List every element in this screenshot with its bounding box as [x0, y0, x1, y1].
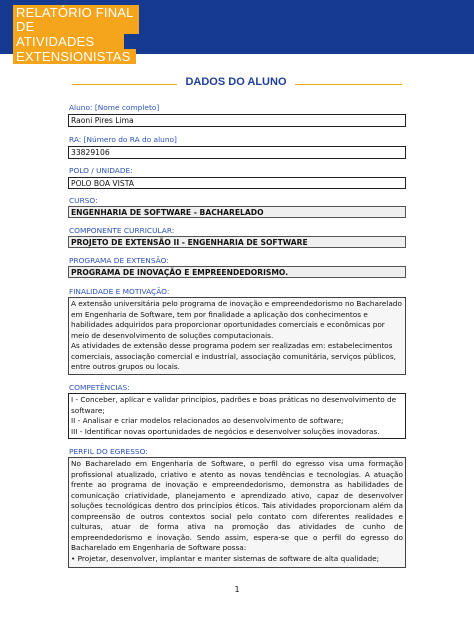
finalidade-paragraph-1: A extensão universitária pelo programa de inovação e empreendedorismo no Bacharelado em Engenharia de Software, tem por finalidade a aplicação dos conhecimentos e habilidades adquiridos para proporcionar oportunidades comerciais e econômicas por meio de desenvolvimento de soluções computacionais.: [71, 299, 402, 340]
competencias-box: [68, 393, 406, 439]
report-title: [13, 5, 139, 64]
competencias-label: COMPETÊNCIAS:: [69, 383, 130, 392]
report-title-line-1: RELATÓRIO FINAL DE: [13, 5, 139, 34]
perfil-label: PERFIL DO EGRESSO:: [69, 447, 148, 456]
ra-field[interactable]: 33829106: [68, 146, 406, 159]
competencia-item-2: II - Analisar e criar modelos relacionados ao desenvolvimento de software;: [71, 416, 344, 425]
programa-label: PROGRAMA DE EXTENSÃO:: [69, 256, 169, 265]
perfil-paragraph-2: • Projetar, desenvolver, implantar e manter sistemas de software de alta qualidade;: [71, 553, 380, 563]
perfil-paragraph-1: No Bacharelado em Engenharia de Software, o perfil do egresso visa uma formação profissional atualizado, criativo e atento as novas tendências e tecnologias. A atuação frente ao programa de inovação e empreendedorismo, demonstra as habilidades de comunicação criatividade, planejamento e aprendizado ativo, capaz de desenvolver soluções tecnológicas dentro dos princípios éticos. Tais atividades proporcionam além da compreensão de outros contextos social pelo contato com diferentes realidades e culturas, atuar de forma ativa na promoção das atividades de cunho de empreendedorismo e inovação. Sendo assim, espera-se que o perfil do egresso do Bacharelado em Engenharia de Software possa:: [71, 459, 403, 552]
perfil-box: [68, 457, 406, 568]
report-title-line-2: ATIVIDADES: [13, 34, 124, 49]
header-banner: [0, 0, 474, 64]
curso-label: CURSO:: [69, 196, 98, 205]
heading-rule-right: [295, 84, 402, 85]
ra-label: RA: [Número do RA do aluno]: [69, 135, 177, 144]
section-title: DADOS DO ALUNO: [185, 76, 287, 88]
page-number: 1: [234, 585, 240, 594]
polo-field[interactable]: POLO BOA VISTA: [68, 177, 406, 189]
finalidade-paragraph-2: As atividades de extensão desse programa podem ser realizadas em: estabelecimentos comerciais, associação comercial e industrial, associação comunitária, serviços públicos, entre outros grupos ou locais.: [71, 341, 396, 371]
curso-field[interactable]: ENGENHARIA DE SOFTWARE - BACHARELADO: [68, 206, 406, 218]
section-heading: [72, 76, 402, 90]
componente-field[interactable]: PROJETO DE EXTENSÃO II - ENGENHARIA DE SOFTWARE: [68, 236, 406, 248]
programa-field[interactable]: PROGRAMA DE INOVAÇÃO E EMPREENDEDORISMO.: [68, 266, 406, 278]
finalidade-label: FINALIDADE E MOTIVAÇÃO:: [69, 287, 170, 296]
aluno-field[interactable]: Raoni Pires Lima: [68, 114, 406, 127]
report-title-line-3: EXTENSIONISTAS: [13, 49, 136, 64]
competencia-item-1: I - Conceber, aplicar e validar princípios, padrões e boas práticas no desenvolvimento de software;: [71, 395, 397, 415]
aluno-label: Aluno: [Nome completo]: [69, 103, 160, 112]
finalidade-box: [68, 297, 406, 375]
competencia-item-3: III - Identificar novas oportunidades de negócios e desenvolver soluções inovadoras.: [71, 426, 380, 436]
polo-label: POLO / UNIDADE:: [69, 166, 133, 175]
componente-label: COMPONENTE CURRICULAR:: [69, 226, 175, 235]
heading-rule-left: [72, 84, 177, 85]
